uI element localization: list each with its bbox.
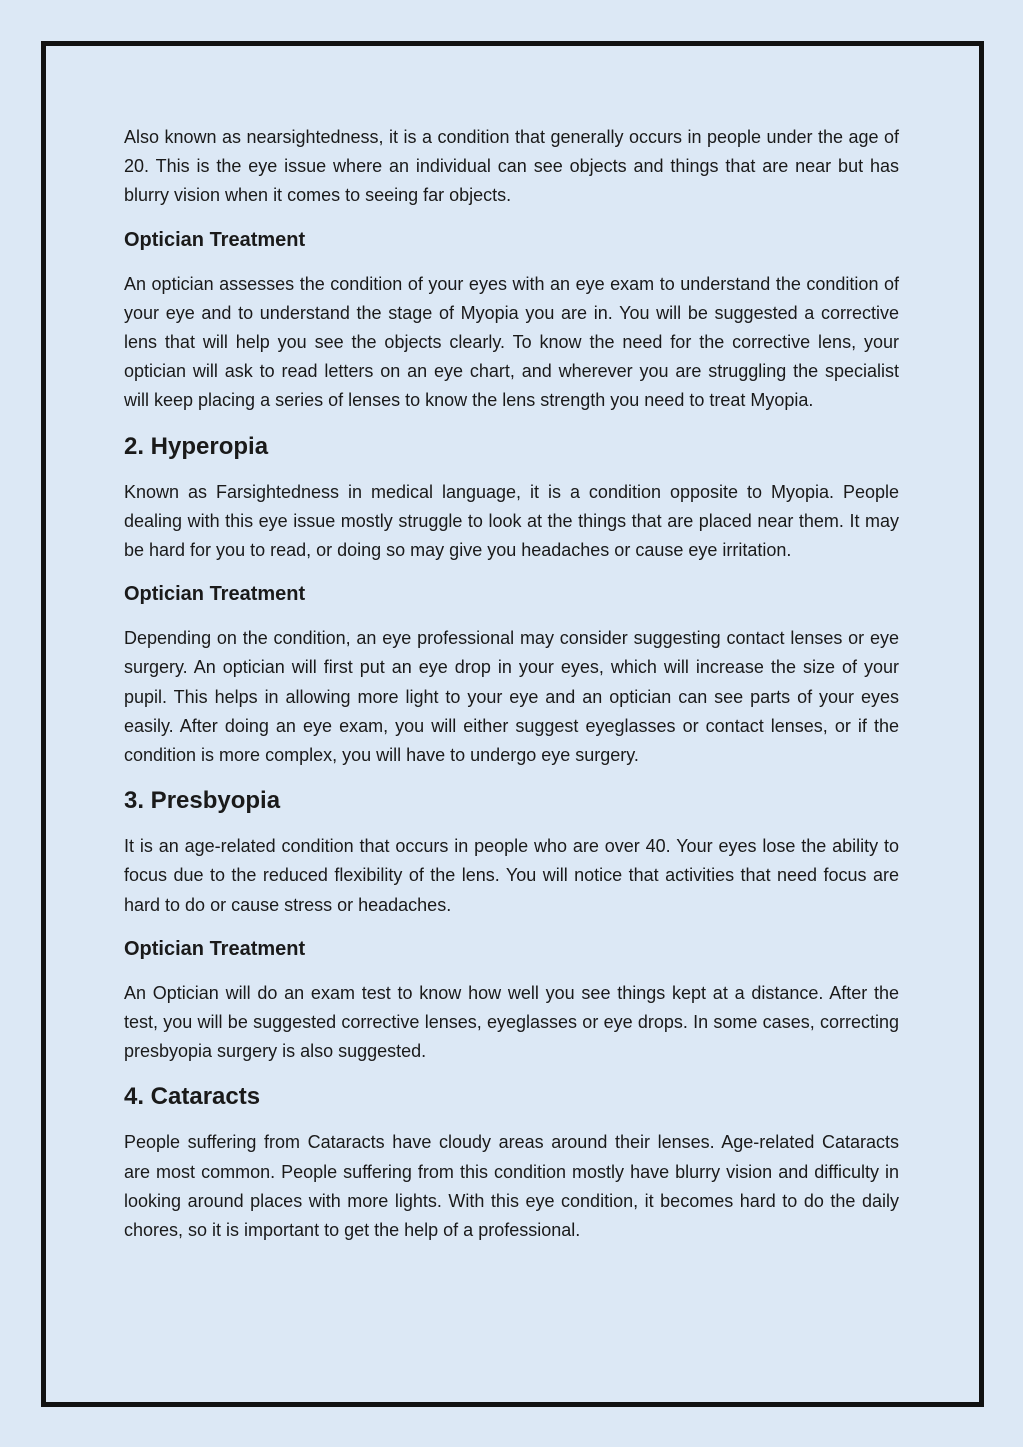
presbyopia-paragraph: It is an age-related condition that occurs in people who are over 40. Your eyes lose the ability to focus due to the reduced flexibility of the lens. You will notice that activities that need focus are hard to do or cause stress or headaches. (124, 836, 899, 915)
cataracts-heading: 4. Cataracts (124, 1083, 261, 1111)
presbyopia-treatment-paragraph: An Optician will do an exam test to know how well you see things kept at a distance. After the test, you will be suggested corrective lenses, eyeglasses or eye drops. In some cases, correcting presbyopia surgery is also suggested. (124, 982, 899, 1062)
hyperopia-treatment-heading: Optician Treatment (124, 583, 306, 606)
document-content (124, 123, 899, 1245)
hyperopia-paragraph: Known as Farsightedness in medical language, it is a condition opposite to Myopia. People dealing with this eye issue mostly struggle to look at the things that are placed near them. It may be hard for you to read, or doing so may give you headaches or cause eye irritation. (124, 481, 899, 561)
hyperopia-treatment-paragraph: Depending on the condition, an eye professional may consider suggesting contact lenses or eye surgery. An optician will first put an eye drop in your eyes, which will increase the size of your pupil. This helps in allowing more light to your eye and an optician can see parts of your eyes easily. After doing an eye exam, you will either suggest eyeglasses or contact lenses, or if the condition is more complex, you will have to undergo eye surgery. (124, 628, 899, 766)
myopia-treatment-paragraph: An optician assesses the condition of your eyes with an eye exam to understand the condition of your eye and to understand the stage of Myopia you are in. You will be suggested a corrective lens that will help you see the objects clearly. To know the need for the corrective lens, your optician will ask to read letters on an eye chart, and wherever you are struggling the specialist will keep placing a series of lenses to know the lens strength you need to treat Myopia. (124, 273, 899, 411)
cataracts-paragraph: People suffering from Cataracts have cloudy areas around their lenses. Age-related Cataracts are most common. People suffering from this condition mostly have blurry vision and difficulty in looking around places with more lights. With this eye condition, it becomes hard to do the daily chores, so it is important to get the help of a professional. (124, 1132, 899, 1241)
presbyopia-treatment-heading: Optician Treatment (124, 937, 306, 960)
page-frame (41, 41, 984, 1407)
hyperopia-heading: 2. Hyperopia (124, 432, 269, 460)
presbyopia-heading: 3. Presbyopia (124, 787, 281, 815)
intro-paragraph: Also known as nearsightedness, it is a condition that generally occurs in people under the age of 20. This is the eye issue where an individual can see objects and things that are near but has blurry vision when it comes to seeing far objects. (124, 127, 899, 206)
myopia-treatment-heading: Optician Treatment (124, 228, 306, 251)
